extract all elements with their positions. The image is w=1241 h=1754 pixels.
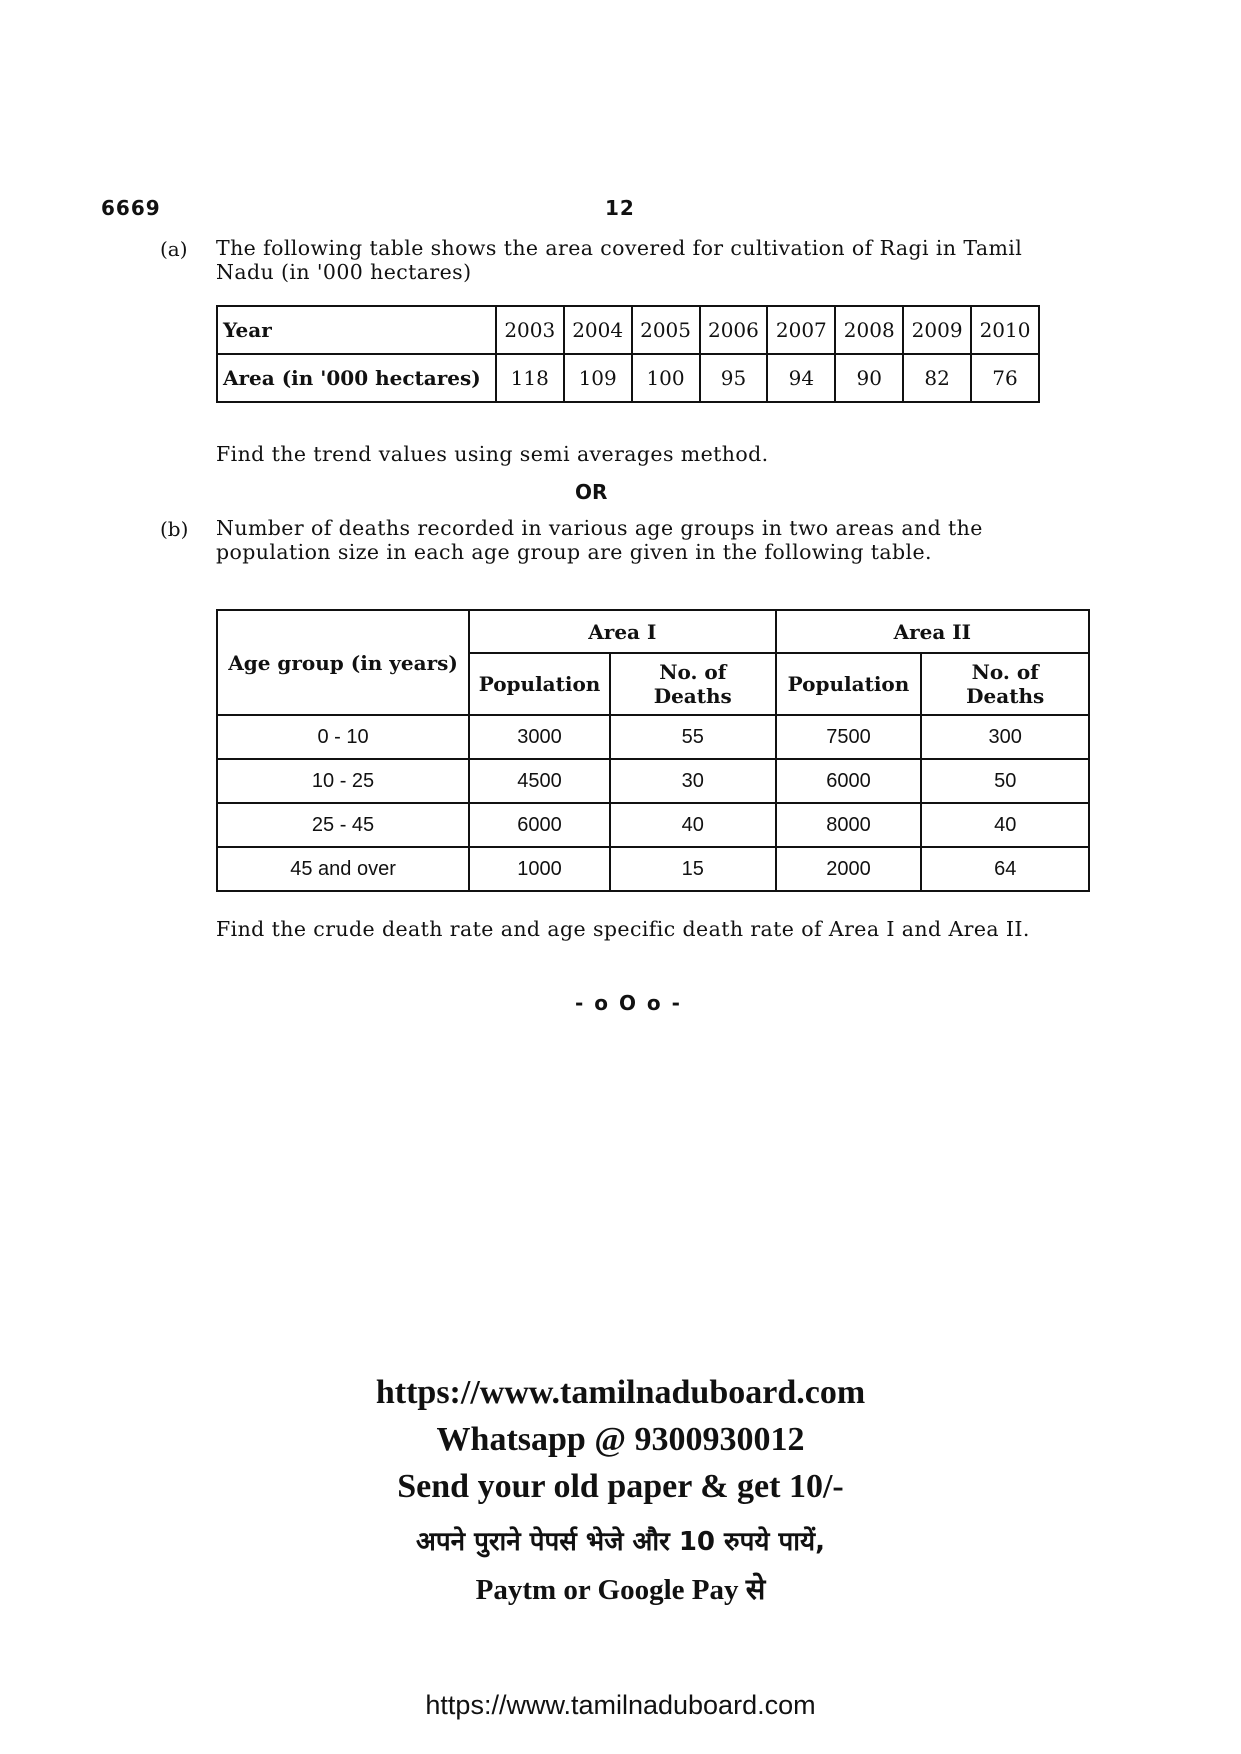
age-group-header: Age group (in years): [217, 610, 469, 715]
question-a-text-line1: The following table shows the area covered for cultivation of Ragi in Tamil: [216, 236, 1023, 260]
table-row: [217, 847, 1089, 891]
year-cell: 2005: [632, 306, 700, 354]
question-a-instruction: Find the trend values using semi averages method.: [216, 442, 769, 466]
pop1-cell: 1000: [469, 847, 610, 891]
pop1-cell: 6000: [469, 803, 610, 847]
deaths-header-line2: Deaths: [966, 684, 1045, 708]
area-row-header: Area (in '000 hectares): [217, 354, 496, 402]
deaths2-cell: 300: [921, 715, 1089, 759]
area-row: [217, 354, 1039, 402]
table-row: [217, 759, 1089, 803]
question-b-text-line1: Number of deaths recorded in various age groups in two areas and the: [216, 516, 983, 540]
deaths1-cell: 40: [610, 803, 776, 847]
year-cell: 2006: [700, 306, 768, 354]
area-cell: 118: [496, 354, 564, 402]
death-rate-table: [216, 609, 1090, 892]
year-cell: 2010: [971, 306, 1039, 354]
area2-population-header: Population: [776, 653, 922, 715]
year-cell: 2004: [564, 306, 632, 354]
area1-population-header: Population: [469, 653, 610, 715]
promo-url[interactable]: https://www.tamilnaduboard.com: [375, 1374, 866, 1411]
area2-deaths-header: [921, 653, 1089, 715]
year-cell: 2009: [903, 306, 971, 354]
question-a-text: [216, 236, 1086, 284]
pop2-cell: 2000: [776, 847, 922, 891]
promo-whatsapp: Whatsapp @ 9300930012: [436, 1421, 805, 1458]
question-b-instruction: Find the crude death rate and age specific death rate of Area I and Area II.: [216, 917, 1030, 941]
area-cell: 100: [632, 354, 700, 402]
year-row: [217, 306, 1039, 354]
deaths1-cell: 55: [610, 715, 776, 759]
pop2-cell: 6000: [776, 759, 922, 803]
paper-code: 6669: [101, 196, 161, 220]
question-b-text: [216, 516, 1086, 564]
year-cell: 2003: [496, 306, 564, 354]
pop1-cell: 3000: [469, 715, 610, 759]
footer-url[interactable]: https://www.tamilnaduboard.com: [425, 1690, 816, 1720]
pop2-cell: 8000: [776, 803, 922, 847]
promo-payment: Paytm or Google Pay से: [475, 1574, 766, 1606]
deaths1-cell: 30: [610, 759, 776, 803]
deaths2-cell: 50: [921, 759, 1089, 803]
year-cell: 2008: [835, 306, 903, 354]
age-cell: 0 - 10: [217, 715, 469, 759]
page-number: 12: [605, 196, 635, 220]
area-cell: 95: [700, 354, 768, 402]
table-row: [217, 715, 1089, 759]
deaths-header-line2: Deaths: [653, 684, 732, 708]
area1-deaths-header: [610, 653, 776, 715]
area-cell: 82: [903, 354, 971, 402]
year-row-header: Year: [217, 306, 496, 354]
area-cell: 76: [971, 354, 1039, 402]
area-cell: 109: [564, 354, 632, 402]
deaths1-cell: 15: [610, 847, 776, 891]
area-cell: 94: [767, 354, 835, 402]
or-separator: OR: [575, 480, 608, 504]
age-cell: 25 - 45: [217, 803, 469, 847]
area1-header: Area I: [469, 610, 775, 653]
table-row: [217, 803, 1089, 847]
year-cell: 2007: [767, 306, 835, 354]
deaths2-cell: 64: [921, 847, 1089, 891]
area-cell: 90: [835, 354, 903, 402]
area-header-row: [217, 610, 1089, 653]
question-a-label: (a): [160, 237, 188, 261]
ragi-area-table: [216, 305, 1040, 403]
question-a-text-line2: Nadu (in '000 hectares): [216, 260, 472, 284]
pop1-cell: 4500: [469, 759, 610, 803]
age-cell: 45 and over: [217, 847, 469, 891]
age-cell: 10 - 25: [217, 759, 469, 803]
question-b-text-line2: population size in each age group are given in the following table.: [216, 540, 932, 564]
deaths-header-line1: No. of: [971, 660, 1039, 684]
end-mark: - o O o -: [575, 991, 682, 1015]
deaths-header-line1: No. of: [659, 660, 727, 684]
area2-header: Area II: [776, 610, 1089, 653]
promo-hindi: अपने पुराने पेपर्स भेजे और 10 रुपये पायें,: [416, 1527, 825, 1557]
pop2-cell: 7500: [776, 715, 922, 759]
promo-offer: Send your old paper & get 10/-: [397, 1468, 844, 1505]
deaths2-cell: 40: [921, 803, 1089, 847]
question-b-label: (b): [160, 517, 189, 541]
